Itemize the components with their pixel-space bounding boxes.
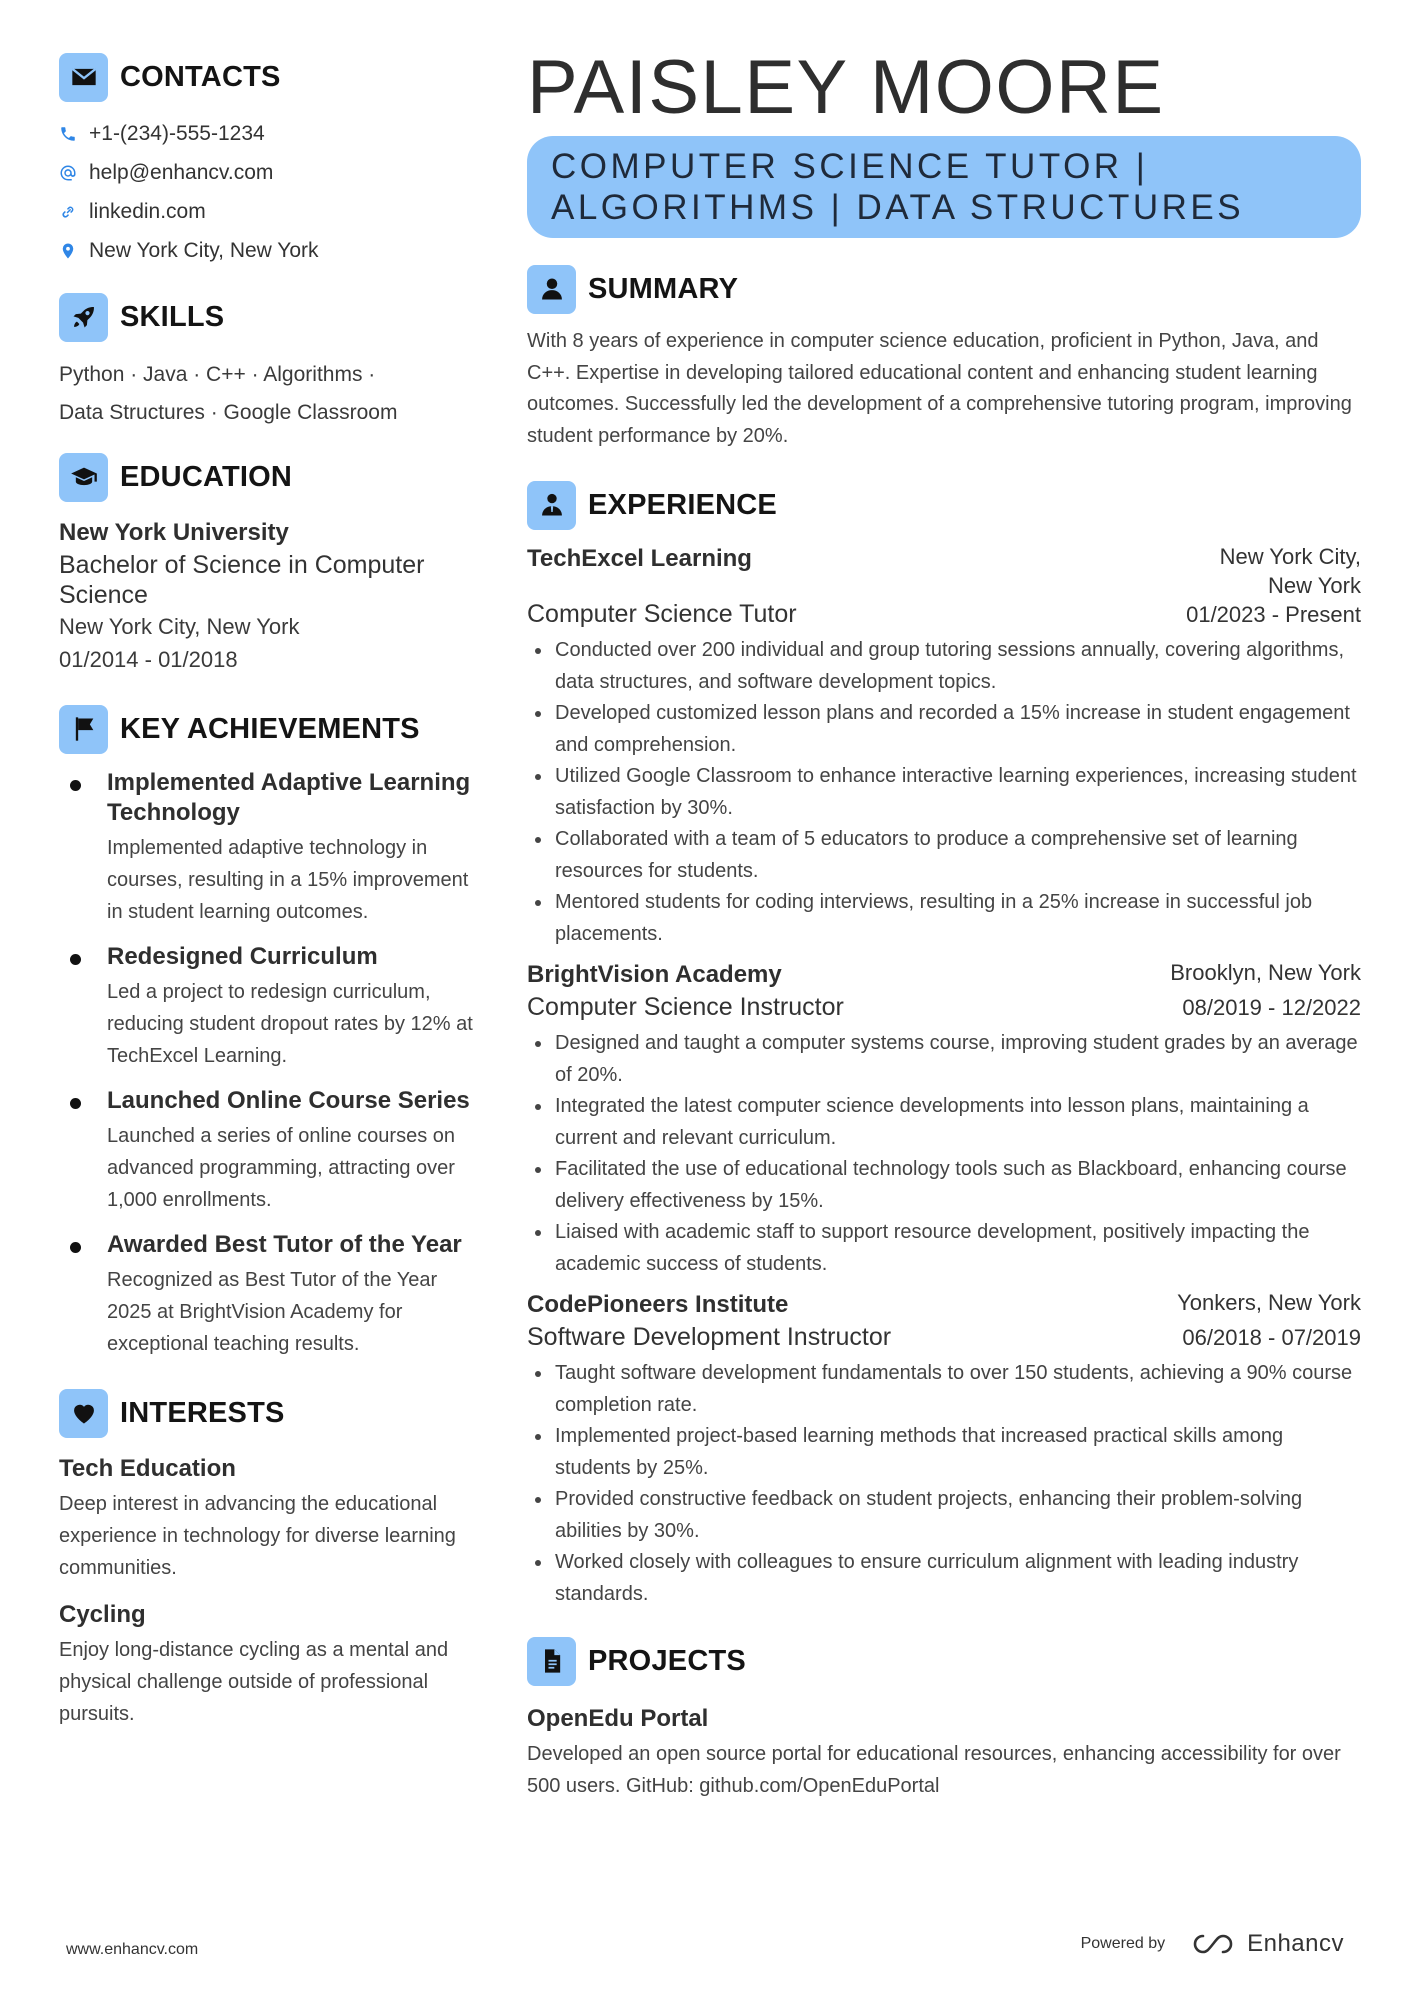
- experience-item: [527, 542, 1361, 950]
- bullet-dot: [70, 1098, 81, 1109]
- bullet-dot: [70, 1242, 81, 1253]
- job-role: Computer Science Tutor: [527, 600, 797, 628]
- achievement-title: Implemented Adaptive Learning Technology: [107, 769, 471, 826]
- interests-title: INTERESTS: [120, 1396, 285, 1429]
- job-bullet: Taught software development fundamentals to over 150 students, achieving a 90% course completion rate.: [527, 1358, 1361, 1421]
- job-bullet: Designed and taught a computer systems course, improving student grades by an average of 20%.: [527, 1028, 1361, 1091]
- phone-icon: [59, 124, 77, 144]
- job-dates: 01/2023 - Present: [1186, 602, 1361, 627]
- job-location: Brooklyn, New York: [1170, 960, 1361, 985]
- bullet-dot: [70, 780, 81, 791]
- location-pin-icon: [59, 241, 77, 261]
- job-role: Software Development Instructor: [527, 1323, 892, 1351]
- education-school: New York University: [59, 519, 289, 546]
- job-location: [1220, 542, 1361, 600]
- achievements-title: KEY ACHIEVEMENTS: [120, 712, 420, 745]
- job-role: Computer Science Instructor: [527, 993, 844, 1021]
- envelope-icon: [59, 53, 108, 102]
- job-header-row: [527, 542, 1361, 600]
- contact-phone[interactable]: [59, 114, 479, 153]
- achievement-title: Redesigned Curriculum: [107, 943, 378, 970]
- brand-name: Enhancv: [1247, 1930, 1344, 1957]
- interest-title: Cycling: [59, 1601, 146, 1628]
- bullet-dot: [70, 954, 81, 965]
- achievement-title: Awarded Best Tutor of the Year: [107, 1231, 462, 1258]
- projects-header: [527, 1636, 1361, 1686]
- experience-title: EXPERIENCE: [588, 488, 777, 521]
- achievement-item: [59, 1230, 479, 1360]
- skills-list: [59, 356, 479, 432]
- contacts-title: CONTACTS: [120, 60, 281, 93]
- job-bullet: Implemented project-based learning methods that increased practical skills among students by 25%.: [527, 1421, 1361, 1484]
- project-desc: Developed an open source portal for educational resources, enhancing accessibility for over 500 users. GitHub: github.com/OpenEduPortal: [527, 1743, 1341, 1797]
- contacts-header: [59, 52, 479, 102]
- job-bullets: [527, 1358, 1361, 1610]
- experience-header: [527, 480, 1361, 530]
- job-role-row: [527, 1321, 1361, 1354]
- achievement-desc: Implemented adaptive technology in courses, resulting in a 15% improvement in student learning outcomes.: [107, 837, 469, 923]
- job-bullet: Liaised with academic staff to support resource development, positively impacting the academic success of students.: [527, 1217, 1361, 1280]
- email-text: help@enhancv.com: [89, 160, 274, 184]
- interest-title: Tech Education: [59, 1455, 236, 1482]
- education-title: EDUCATION: [120, 460, 293, 493]
- achievement-desc: Launched a series of online courses on advanced programming, attracting over 1,000 enrollments.: [107, 1125, 456, 1211]
- job-header-row: [527, 1288, 1361, 1321]
- skills-header: [59, 292, 479, 342]
- job-bullet: Developed customized lesson plans and recorded a 15% increase in student engagement and comprehension.: [527, 698, 1361, 761]
- job-bullet: Provided constructive feedback on student projects, enhancing their problem-solving abilities by 30%.: [527, 1484, 1361, 1547]
- job-header-row: [527, 958, 1361, 991]
- education-dates: 01/2014 - 01/2018: [59, 647, 238, 672]
- job-bullet: Conducted over 200 individual and group tutoring sessions annually, covering algorithms, data structures, and software development topics.: [527, 635, 1361, 698]
- briefcase-user-icon: [527, 481, 576, 530]
- achievements-header: [59, 704, 479, 754]
- skills-line-2: Data Structures · Google Classroom: [59, 401, 398, 424]
- skills-title: SKILLS: [120, 300, 225, 333]
- summary-text: With 8 years of experience in computer science education, proficient in Python, Java, and C++. Expertise in developing tailored educational content and enhancing student learning outcomes. Successfully led the development of a comprehensive tutoring program, improving student performance by 20%.: [527, 330, 1352, 447]
- job-bullet: Integrated the latest computer science developments into lesson plans, maintaining a current and relevant curriculum.: [527, 1091, 1361, 1154]
- projects-title: PROJECTS: [588, 1644, 746, 1677]
- achievement-item: [59, 768, 479, 928]
- heart-icon: [59, 1389, 108, 1438]
- interests-header: [59, 1388, 479, 1438]
- achievements-list: [59, 768, 479, 1360]
- document-icon: [527, 1637, 576, 1686]
- education-location: New York City, New York: [59, 614, 300, 639]
- job-location: Yonkers, New York: [1177, 1290, 1361, 1315]
- experience-item: [527, 1288, 1361, 1610]
- job-location-line-1: New York City,: [1219, 544, 1361, 569]
- left-column: [59, 52, 479, 1730]
- link-icon: [59, 202, 77, 222]
- flag-icon: [59, 705, 108, 754]
- graduation-cap-icon: [59, 453, 108, 502]
- interest-desc: Deep interest in advancing the educational experience in technology for diverse learning communities.: [59, 1493, 456, 1579]
- job-bullet: Collaborated with a team of 5 educators to produce a comprehensive set of learning resources for students.: [527, 824, 1361, 887]
- company-name: BrightVision Academy: [527, 961, 782, 988]
- job-bullets: [527, 635, 1361, 950]
- contact-email[interactable]: [59, 153, 479, 192]
- job-role-row: [527, 991, 1361, 1024]
- candidate-name: PAISLEY MOORE: [527, 45, 1165, 130]
- footer-website[interactable]: www.enhancv.com: [66, 1941, 199, 1958]
- contact-linkedin[interactable]: [59, 192, 479, 231]
- interest-desc: Enjoy long-distance cycling as a mental and physical challenge outside of professional pursuits.: [59, 1639, 449, 1725]
- rocket-icon: [59, 293, 108, 342]
- job-bullet: Facilitated the use of educational technology tools such as Blackboard, enhancing course delivery effectiveness by 15%.: [527, 1154, 1361, 1217]
- phone-text: +1-(234)-555-1234: [89, 121, 265, 145]
- job-bullet: Utilized Google Classroom to enhance interactive learning experiences, increasing student satisfaction by 30%.: [527, 761, 1361, 824]
- job-location-line-2: New York: [1268, 573, 1361, 598]
- job-role-row: [527, 598, 1361, 631]
- enhancv-logo-icon: [1191, 1932, 1237, 1956]
- footer-branding: [1081, 1930, 1344, 1958]
- experience-item: [527, 958, 1361, 1280]
- job-dates: 06/2018 - 07/2019: [1182, 1325, 1361, 1350]
- summary-header: [527, 264, 1361, 314]
- linkedin-text: linkedin.com: [89, 199, 206, 223]
- job-bullets: [527, 1028, 1361, 1280]
- education-degree: Bachelor of Science in Computer Science: [59, 551, 425, 609]
- summary-title: SUMMARY: [588, 272, 739, 305]
- achievement-title: Launched Online Course Series: [107, 1087, 470, 1114]
- contacts-list: [59, 114, 479, 270]
- achievement-item: [59, 1086, 479, 1216]
- job-dates: 08/2019 - 12/2022: [1182, 995, 1361, 1020]
- achievement-item: [59, 942, 479, 1072]
- right-column: [527, 45, 1361, 1802]
- job-title-line-1: COMPUTER SCIENCE TUTOR |: [551, 147, 1149, 186]
- job-bullet: Worked closely with colleagues to ensure curriculum alignment with leading industry standards.: [527, 1547, 1361, 1610]
- at-icon: [59, 163, 77, 183]
- powered-by-text: Powered by: [1080, 1935, 1166, 1952]
- user-icon: [527, 265, 576, 314]
- project-title: OpenEdu Portal: [527, 1705, 709, 1732]
- company-name: TechExcel Learning: [527, 545, 752, 572]
- achievement-desc: Recognized as Best Tutor of the Year 2025 at BrightVision Academy for exceptional teaching results.: [107, 1269, 438, 1355]
- skills-line-1: Python · Java · C++ · Algorithms ·: [59, 363, 376, 386]
- job-bullet: Mentored students for coding interviews, resulting in a 25% increase in successful job placements.: [527, 887, 1361, 950]
- company-name: CodePioneers Institute: [527, 1291, 789, 1318]
- education-header: [59, 452, 479, 502]
- achievement-desc: Led a project to redesign curriculum, reducing student dropout rates by 12% at TechExcel Learning.: [107, 981, 473, 1067]
- location-text: New York City, New York: [89, 238, 319, 262]
- job-title-banner: [527, 136, 1361, 238]
- job-title-line-2: ALGORITHMS | DATA STRUCTURES: [551, 188, 1245, 227]
- contact-location: [59, 231, 479, 270]
